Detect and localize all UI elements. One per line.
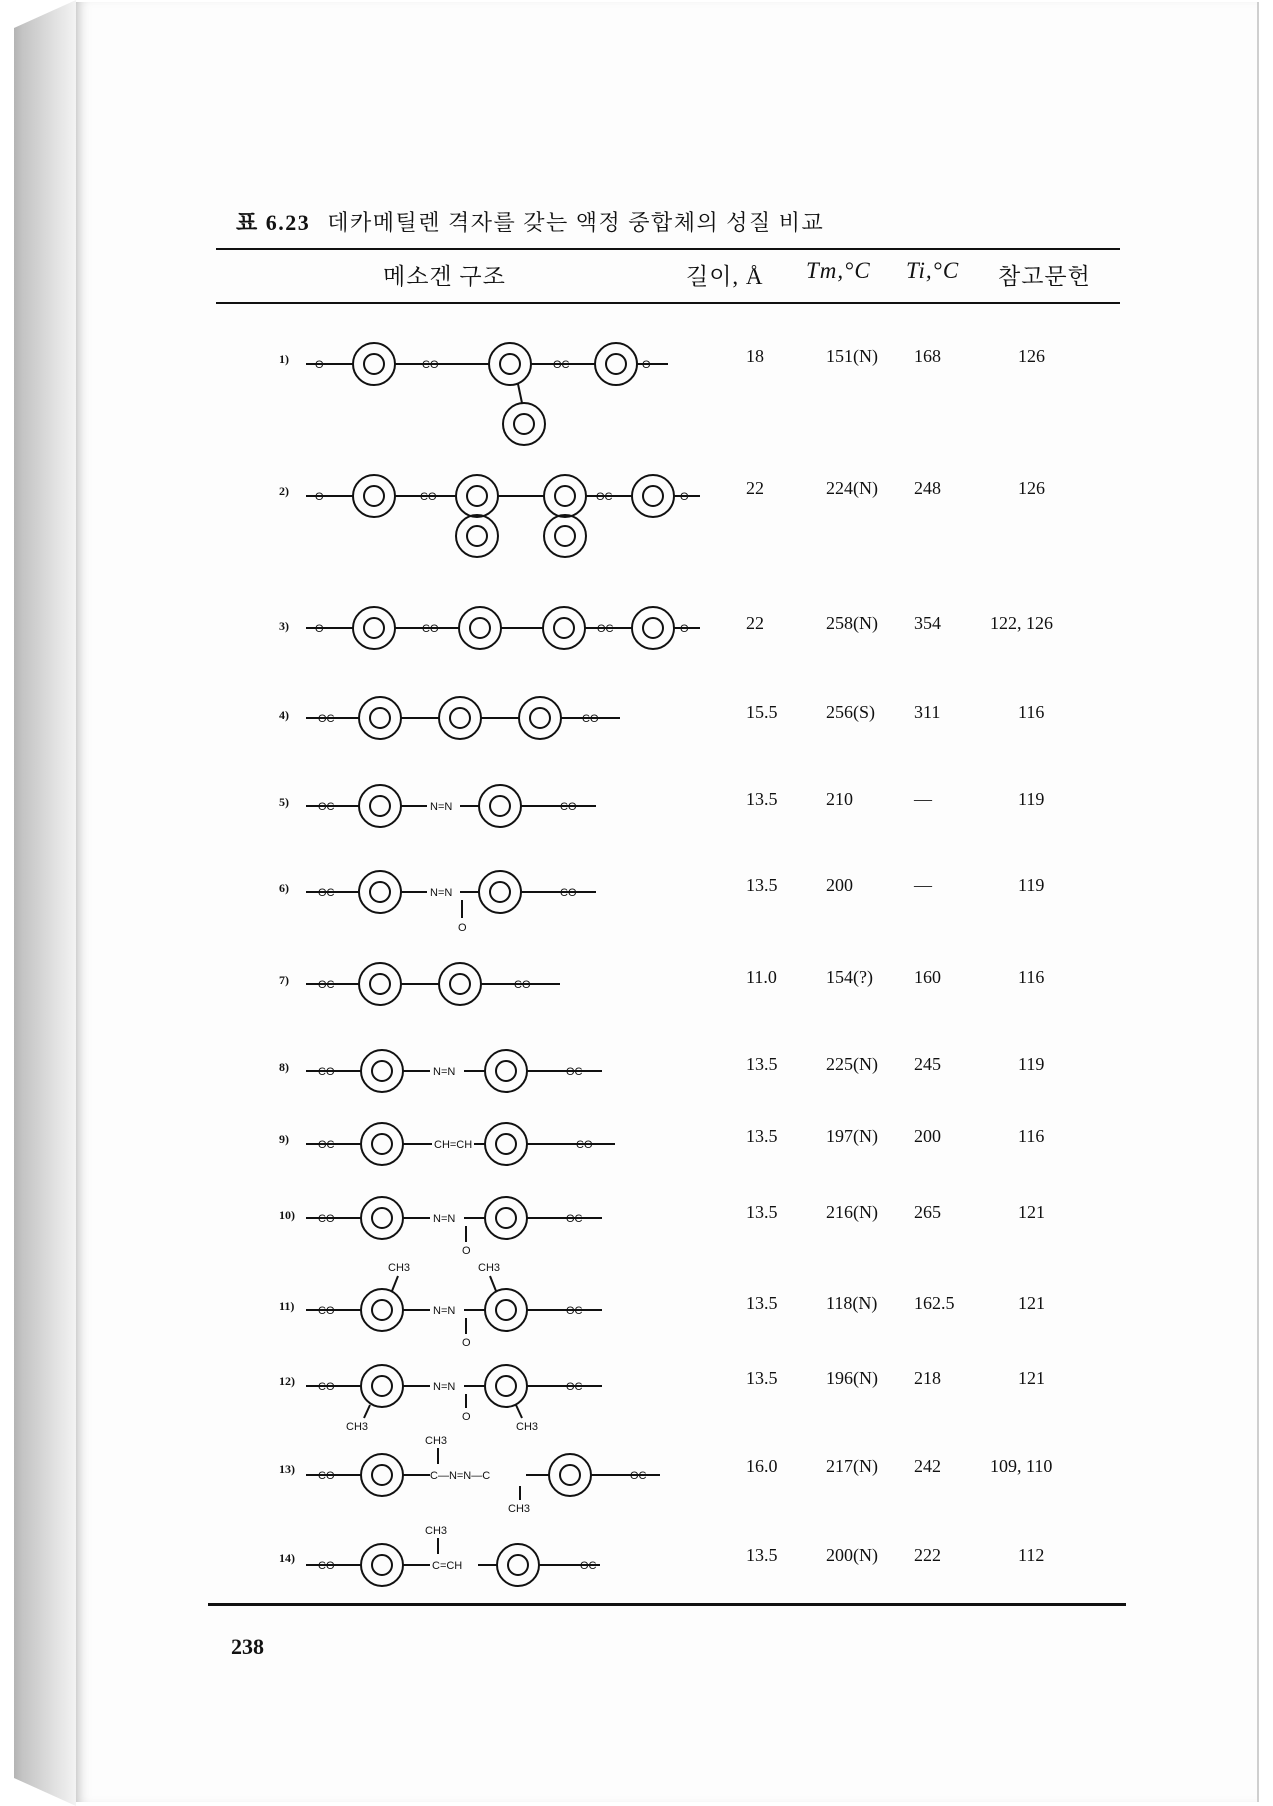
cell-length: 16.0 xyxy=(746,1456,778,1476)
ester-label: OC xyxy=(553,359,570,371)
cell-ti: 354 xyxy=(914,613,941,633)
header-tm: Tm,°C xyxy=(806,258,871,283)
ester-label: OC xyxy=(580,1560,597,1572)
ester-label: OC xyxy=(318,1139,335,1151)
ether-label: O xyxy=(315,359,324,371)
cell-tm: 258(N) xyxy=(826,613,878,633)
cell-ti: 218 xyxy=(914,1368,941,1388)
ester-label: OC xyxy=(596,491,613,503)
cell-ref: 121 xyxy=(1018,1202,1045,1222)
cell-ti: — xyxy=(914,789,932,809)
cell-ti: 242 xyxy=(914,1456,941,1476)
row-number: 8) xyxy=(279,1060,289,1074)
cell-length: 13.5 xyxy=(746,1126,778,1146)
oxide-label: O xyxy=(462,1245,471,1257)
ester-label: CO xyxy=(318,1381,335,1393)
table-number: 표 6.23 xyxy=(236,210,311,235)
cell-ref: 116 xyxy=(1018,702,1045,722)
methyl-label: CH3 xyxy=(516,1421,539,1433)
cell-ti: 162.5 xyxy=(914,1293,955,1313)
azo-label: N=N xyxy=(433,1066,456,1078)
ester-label: CO xyxy=(582,713,599,725)
row-number: 7) xyxy=(279,973,289,987)
ester-label: OC xyxy=(597,623,614,635)
header-length: 길이, Å xyxy=(686,264,764,289)
cell-length: 13.5 xyxy=(746,1202,778,1222)
cell-tm: 216(N) xyxy=(826,1202,878,1222)
table-bottom-rule xyxy=(208,1603,1126,1606)
methyl-label: CH3 xyxy=(508,1503,531,1515)
cell-length: 13.5 xyxy=(746,875,778,895)
ester-label: CO xyxy=(318,1066,335,1078)
cell-ti: 265 xyxy=(914,1202,941,1222)
row-number: 12) xyxy=(279,1374,295,1388)
cell-ref: 109, 110 xyxy=(990,1456,1053,1476)
ester-label: CO xyxy=(560,887,577,899)
ester-label: OC xyxy=(566,1213,583,1225)
cell-length: 18 xyxy=(746,346,764,366)
ester-label: OC xyxy=(566,1381,583,1393)
imine-label: C—N=N—C xyxy=(430,1470,491,1482)
cell-ti: 200 xyxy=(914,1126,941,1146)
table-caption xyxy=(236,206,824,237)
ester-label: CO xyxy=(318,1305,335,1317)
row-number: 1) xyxy=(279,352,289,366)
methyl-label: CH3 xyxy=(478,1262,501,1274)
book-spine-edge xyxy=(0,0,76,1806)
cell-ref: 119 xyxy=(1018,789,1045,809)
cell-tm: 224(N) xyxy=(826,478,878,498)
header-ti: Ti,°C xyxy=(906,258,960,283)
table-header-rule xyxy=(216,302,1120,304)
ester-label: CO xyxy=(514,979,531,991)
row-number: 6) xyxy=(279,881,289,895)
cell-tm: 256(S) xyxy=(826,702,875,722)
row-number: 11) xyxy=(279,1299,295,1313)
ester-label: CO xyxy=(560,801,577,813)
methyl-label: CH3 xyxy=(388,1262,411,1274)
cell-tm: 217(N) xyxy=(826,1456,878,1476)
ester-label: OC xyxy=(318,979,335,991)
cell-ref: 122, 126 xyxy=(990,613,1053,633)
ether-label: O xyxy=(642,359,651,371)
cell-ref: 126 xyxy=(1018,346,1045,366)
azo-label: N=N xyxy=(430,801,453,813)
cell-ref: 116 xyxy=(1018,1126,1045,1146)
cell-ref: 112 xyxy=(1018,1545,1045,1565)
ester-label: CO xyxy=(318,1213,335,1225)
cell-ref: 121 xyxy=(1018,1293,1045,1313)
cell-ti: 311 xyxy=(914,702,941,722)
ether-label: O xyxy=(680,623,689,635)
header-structure: 메소겐 구조 xyxy=(383,264,506,289)
header-ref: 참고문헌 xyxy=(998,264,1091,289)
oxide-label: O xyxy=(458,922,467,934)
ester-label: CO xyxy=(422,623,439,635)
cell-ref: 121 xyxy=(1018,1368,1045,1388)
oxide-label: O xyxy=(462,1337,471,1349)
row-number: 9) xyxy=(279,1132,289,1146)
oxide-label: O xyxy=(462,1411,471,1423)
row-number: 10) xyxy=(279,1208,295,1222)
cell-ti: 168 xyxy=(914,346,941,366)
row-number: 5) xyxy=(279,795,289,809)
ether-label: O xyxy=(315,491,324,503)
ester-label: OC xyxy=(566,1066,583,1078)
cell-ti: 222 xyxy=(914,1545,941,1565)
azoxy-label: N=N xyxy=(430,887,453,899)
cell-length: 15.5 xyxy=(746,702,778,722)
ester-label: OC xyxy=(318,713,335,725)
cell-tm: 225(N) xyxy=(826,1054,878,1074)
cell-tm: 200(N) xyxy=(826,1545,878,1565)
cell-length: 13.5 xyxy=(746,1368,778,1388)
row-number: 3) xyxy=(279,619,289,633)
cell-tm: 154(?) xyxy=(826,967,873,987)
cell-length: 22 xyxy=(746,613,764,633)
cell-ti: 245 xyxy=(914,1054,941,1074)
cell-tm: 210 xyxy=(826,789,853,809)
cell-tm: 118(N) xyxy=(826,1293,878,1313)
cell-tm: 151(N) xyxy=(826,346,878,366)
methyl-label: CH3 xyxy=(425,1525,448,1537)
ester-label: CO xyxy=(422,359,439,371)
ester-label: CO xyxy=(576,1139,593,1151)
cell-ref: 119 xyxy=(1018,1054,1045,1074)
page-number: 238 xyxy=(231,1634,264,1659)
cell-tm: 197(N) xyxy=(826,1126,878,1146)
ester-label: OC xyxy=(566,1305,583,1317)
azoxy-label: N=N xyxy=(433,1381,456,1393)
cell-length: 13.5 xyxy=(746,1293,778,1313)
cell-ti: 248 xyxy=(914,478,941,498)
stilbene-label: C=CH xyxy=(432,1560,463,1572)
vinylene-label: CH=CH xyxy=(434,1139,473,1151)
cell-ref: 116 xyxy=(1018,967,1045,987)
cell-length: 22 xyxy=(746,478,764,498)
table-top-rule xyxy=(216,248,1120,250)
row-number: 14) xyxy=(279,1551,295,1565)
ether-label: O xyxy=(315,623,324,635)
cell-tm: 196(N) xyxy=(826,1368,878,1388)
cell-length: 11.0 xyxy=(746,967,777,987)
azoxy-label: N=N xyxy=(433,1213,456,1225)
ester-label: CO xyxy=(318,1470,335,1482)
row-number: 13) xyxy=(279,1462,295,1476)
row-number: 4) xyxy=(279,708,289,722)
cell-tm: 200 xyxy=(826,875,853,895)
cell-length: 13.5 xyxy=(746,1545,778,1565)
ester-label: CO xyxy=(318,1560,335,1572)
methyl-label: CH3 xyxy=(425,1435,448,1447)
ester-label: OC xyxy=(630,1470,647,1482)
methyl-label: CH3 xyxy=(346,1421,369,1433)
ether-label: O xyxy=(680,491,689,503)
cell-length: 13.5 xyxy=(746,789,778,809)
cell-ref: 126 xyxy=(1018,478,1045,498)
row-number: 2) xyxy=(279,484,289,498)
cell-ref: 119 xyxy=(1018,875,1045,895)
ester-label: OC xyxy=(318,887,335,899)
cell-ti: — xyxy=(914,875,932,895)
mesogen-structures xyxy=(270,320,710,1590)
azoxy-label: N=N xyxy=(433,1305,456,1317)
ester-label: OC xyxy=(318,801,335,813)
cell-ti: 160 xyxy=(914,967,941,987)
table-title: 데카메틸렌 격자를 갖는 액정 중합체의 성질 비교 xyxy=(327,210,825,235)
cell-length: 13.5 xyxy=(746,1054,778,1074)
ester-label: CO xyxy=(420,491,437,503)
